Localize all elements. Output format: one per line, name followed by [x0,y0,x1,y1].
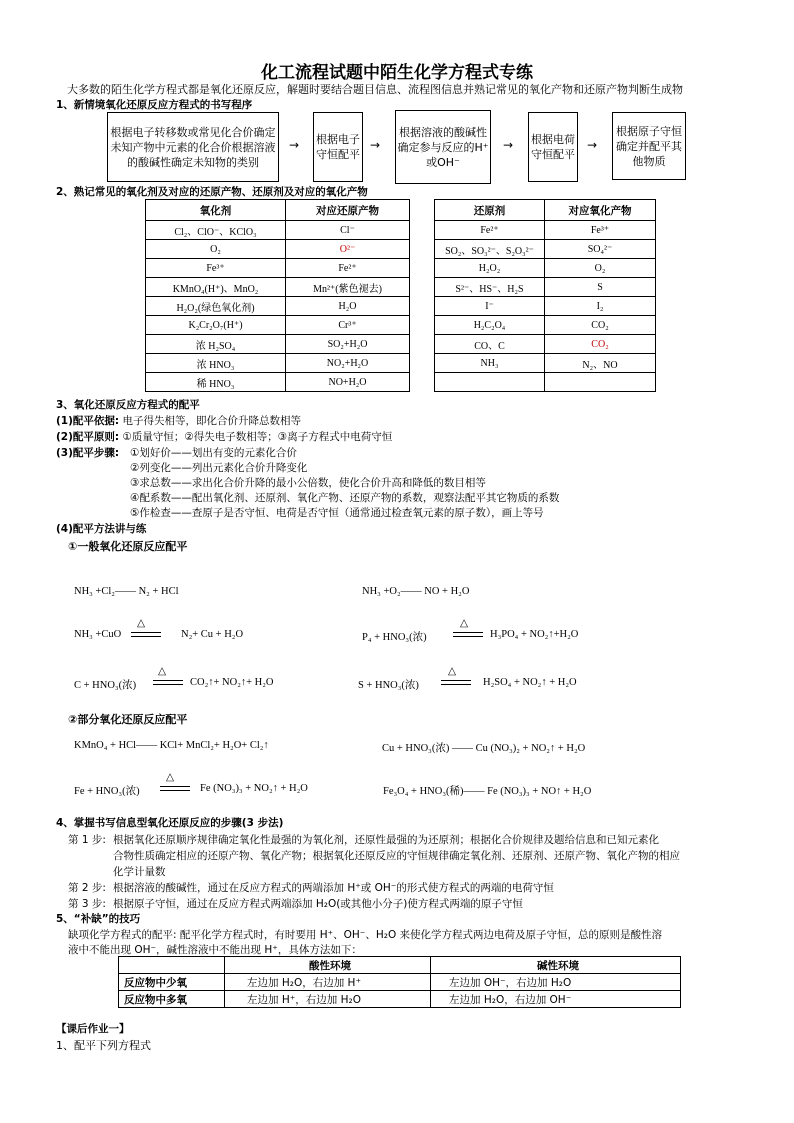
flow-step-4: 根据电荷守恒配平 [528,112,578,182]
homework-heading: 【课后作业一】 [56,1023,130,1035]
double-equals [131,632,161,637]
section5-heading: 5、“补缺”的技巧 [56,913,141,925]
double-equals [453,632,483,637]
cell: S²⁻、HS⁻、H₂S [435,278,545,297]
equation-products: Fe (NO₃)₃ + NO₂↑ + H₂O [200,783,308,794]
equation-reactants: Fe + HNO₃(浓) [74,786,140,797]
page-title: 化工流程试题中陌生化学方程式专练 [261,63,533,83]
methods-label: (4)配平方法讲与练 [56,523,147,535]
flow-arrow-2: → [370,138,381,152]
cell: NH₃ [435,354,545,373]
step-1: ①划好价——划出有变的元素化合价 [130,447,297,459]
cell: CO₂ [545,316,656,335]
homework-item-1: 1、配平下列方程式 [56,1039,151,1052]
cell: CO、C [435,335,545,354]
cell: SO₂、SO₃²⁻、S₂O₃²⁻ [435,240,545,259]
delta-symbol: △ [158,666,167,677]
cell [545,373,656,392]
table-row [146,297,656,316]
step-2: ②列变化——列出元素化合价升降变化 [130,462,308,474]
cell: I⁻ [435,297,545,316]
cell: H₂C₂O₄ [435,316,545,335]
equation-products: N₂+ Cu + H₂O [181,629,244,640]
equation: NH₃ +Cl₂—— N₂ + HCl [74,586,179,597]
principle-line [56,429,392,444]
step-4: ④配系数——配出氧化剂、还原剂、氧化产物、还原产物的系数，观察法配平其它物质的系数 [130,492,560,504]
flow-arrow-1: → [289,138,300,152]
cell: 左边加 H₂O，右边加 H⁺ [225,974,431,991]
equation-reactants: S + HNO₃(浓) [358,680,419,691]
section5-text-line2: 液中不能出现 OH⁻，碱性溶液中不能出现 H⁺，具体方法如下： [68,944,362,956]
section4-heading: 4、掌握书写信息型氧化还原反应的步骤(3 步法) [56,817,284,829]
delta-symbol: △ [137,618,146,629]
double-equals [441,680,471,685]
row-header: 反应物中少氧 [119,974,225,991]
basis-line [56,413,301,428]
cell: Cl₂、ClO⁻、KClO₃ [146,221,286,240]
cell: Fe²⁺ [435,221,545,240]
equation: NH₃ +O₂—— NO + H₂O [362,586,470,597]
basis-text: 电子得失相等，即化合价升降总数相等 [122,415,301,427]
cell: Mn²⁺(紫色褪去) [286,278,410,297]
cell: 左边加 OH⁻，右边加 H₂O [431,974,681,991]
equation: KMnO₄ + HCl—— KCl+ MnCl₂+ H₂O+ Cl₂↑ [74,740,269,751]
table-row [146,335,656,354]
equation-products: H₂SO₄ + NO₂↑ + H₂O [483,677,577,688]
cell: Cr³⁺ [286,316,410,335]
section1-heading: 1、新情境氧化还原反应方程式的书写程序 [56,99,253,111]
cell: K₂Cr₂O₇(H⁺) [146,316,286,335]
cell: Fe²⁺ [286,259,410,278]
step1-line3: 化学计量数 [113,866,166,878]
cell: H₂O₂(绿色氧化剂) [146,297,286,316]
cell: Fe³⁺ [545,221,656,240]
step3-line1: 根据原子守恒，通过在反应方程式两端添加 H₂O(或其他小分子)使方程式两端的原子守恒 [113,898,523,910]
equation-reactants: C + HNO₃(浓) [74,680,137,691]
table-row [146,259,656,278]
step2-line1: 根据溶液的酸碱性，通过在反应方程式的两端添加 H⁺或 OH⁻的形式使方程式的两端的电荷守恒 [113,882,554,894]
cell: Fe³⁺ [146,259,286,278]
redox-pairs-table [145,199,656,392]
table-row [119,974,681,991]
cell: 左边加 H₂O，右边加 OH⁻ [431,991,681,1008]
cell-highlight: O²⁻ [286,240,410,259]
step1-label: 第 1 步: [68,834,106,846]
section3-heading: 3、氧化还原反应方程式的配平 [56,399,200,411]
principle-label: (2)配平原则: [56,431,120,443]
cell: O₂ [545,259,656,278]
header-basic: 碱性环境 [431,957,681,974]
subheading-general: ①一般氧化还原反应配平 [68,540,188,553]
cell: NO₂+H₂O [286,354,410,373]
equation-products: CO₂↑+ NO₂↑+ H₂O [190,677,274,688]
cell: 浓 H₂SO₄ [146,335,286,354]
table-row [119,991,681,1008]
header-oxidant: 氧化剂 [146,200,286,221]
equation-reactants: NH₃ +CuO [74,629,122,640]
cell: S [545,278,656,297]
step-3: ③求总数——求出化合价升降的最小公倍数，使化合价升高和降低的数目相等 [130,477,486,489]
step1-line1: 根据氧化还原顺序规律确定氧化性最强的为氧化剂，还原性最强的为还原剂；根据化合价规律及题给信息和已知元素化 [113,834,659,846]
section2-heading: 2、熟记常见的氧化剂及对应的还原产物、还原剂及对应的氧化产物 [56,186,368,198]
table-gap [410,200,435,392]
header-acidic: 酸性环境 [225,957,431,974]
step-5: ⑤作检查——查原子是否守恒、电荷是否守恒（通常通过检查氧元素的原子数），画上等号 [130,507,544,519]
cell: NO+H₂O [286,373,410,392]
section5-text-line1: 缺项化学方程式的配平: 配平化学方程式时，有时要用 H⁺、OH⁻、H₂O 来使化学方程式两边电荷及原子守恒，总的原则是酸性溶 [68,929,663,941]
cell: KMnO₄(H⁺)、MnO₂ [146,278,286,297]
cell: SO₄²⁻ [545,240,656,259]
cell: Cl⁻ [286,221,410,240]
delta-symbol: △ [166,772,175,783]
equation-products: H₃PO₄ + NO₂↑+H₂O [490,629,579,640]
cell: 左边加 H⁺，右边加 H₂O [225,991,431,1008]
row-header: 反应物中多氧 [119,991,225,1008]
flow-step-3: 根据溶液的酸碱性确定参与反应的H⁺或OH⁻ [395,110,491,184]
header-reductant: 还原剂 [435,200,545,221]
cell-highlight: CO₂ [545,335,656,354]
table-row [146,316,656,335]
basis-label: (1)配平依据: [56,415,120,427]
cell: N₂、NO [545,354,656,373]
table-row [146,278,656,297]
cell: O₂ [146,240,286,259]
step1-line2: 合物性质确定相应的还原产物、氧化产物；根据氧化还原反应的守恒规律确定氧化剂、还原剂、还原产物、氧化产物的相应 [113,850,680,862]
intro-text: 大多数的陌生化学方程式都是氧化还原反应，解题时要结合题目信息、流程图信息并熟记常见的氧化产物和还原产物判断生成物 [67,83,683,96]
cell: I₂ [545,297,656,316]
flow-arrow-4: → [587,138,598,152]
flow-arrow-3: → [503,138,514,152]
flow-step-5: 根据原子守恒确定并配平其他物质 [612,112,686,180]
header-reduction-product: 对应还原产物 [286,200,410,221]
header-oxidation-product: 对应氧化产物 [545,200,656,221]
deficient-term-table [118,956,681,1008]
cell: 浓 HNO₃ [146,354,286,373]
subheading-partial: ②部分氧化还原反应配平 [68,713,188,726]
header-blank [119,957,225,974]
equation: Cu + HNO₃(浓) —— Cu (NO₃)₂ + NO₂↑ + H₂O [382,743,586,754]
flow-step-1: 根据电子转移数或常见化合价确定未知产物中元素的化合价根据溶液的酸碱性确定未知物的类别 [107,112,279,182]
cell: H₂O [286,297,410,316]
delta-symbol: △ [448,666,457,677]
delta-symbol: △ [460,618,469,629]
principle-text: ①质量守恒；②得失电子数相等；③离子方程式中电荷守恒 [122,431,393,443]
double-equals [160,786,190,791]
cell: H₂O₂ [435,259,545,278]
table-row [146,221,656,240]
flow-step-2: 根据电子守恒配平 [313,112,363,182]
step3-label: 第 3 步: [68,898,106,910]
step2-label: 第 2 步: [68,882,106,894]
cell: SO₂+H₂O [286,335,410,354]
steps-label: (3)配平步骤: [56,447,120,459]
cell [435,373,545,392]
table-row [146,373,656,392]
equation: Fe₃O₄ + HNO₃(稀)—— Fe (NO₃)₃ + NO↑ + H₂O [383,786,592,797]
table-row [146,240,656,259]
cell: 稀 HNO₃ [146,373,286,392]
double-equals [153,680,183,685]
table-row [146,354,656,373]
equation-reactants: P₄ + HNO₃(浓) [362,632,427,643]
